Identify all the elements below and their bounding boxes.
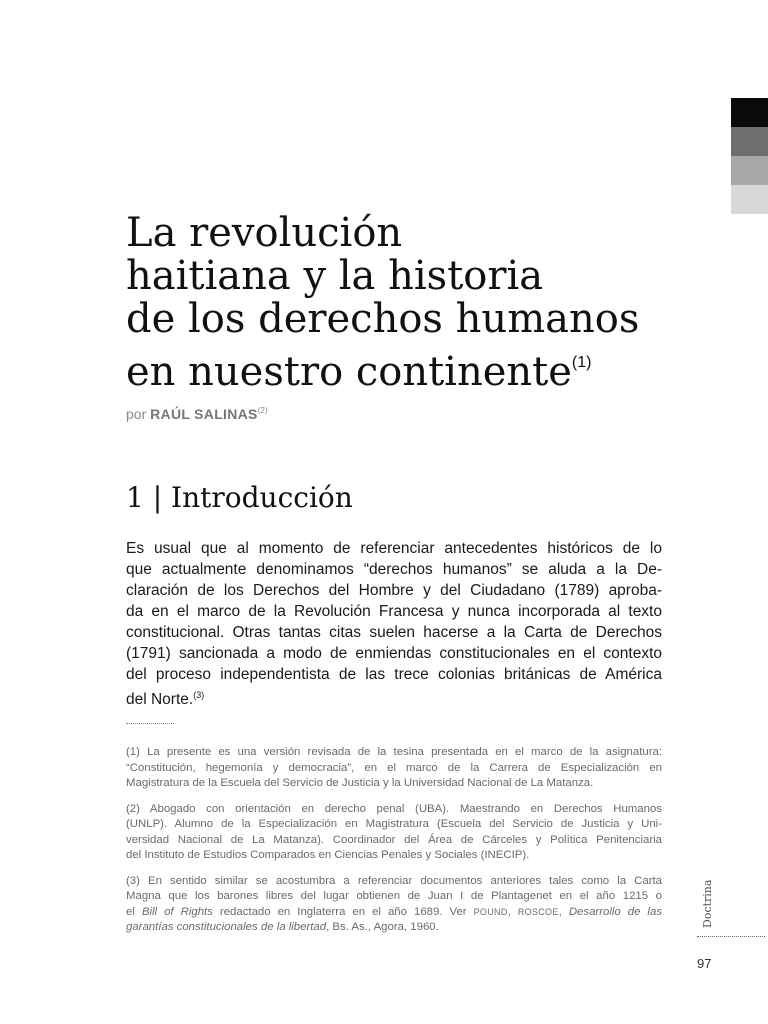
section-color-tabs <box>731 98 768 214</box>
footnote-line: el Bill of Rights redactado en Inglaterra en el año 1689. Ver POUND, ROSCOE, Desarrollo de las <box>126 905 662 918</box>
title-line <box>126 341 686 394</box>
footnote-italic-title: garantías constitucionales de la libertad <box>126 921 327 933</box>
paragraph-footnote-ref[interactable]: (3) <box>193 690 205 700</box>
title-line: de los derechos humanos <box>126 296 640 342</box>
footnote-text: el <box>126 905 135 918</box>
paragraph-line: da en el marco de la Revolución Francesa y nunca incorporada al texto <box>126 603 662 620</box>
page-number: 97 <box>697 956 712 971</box>
title-line: La revolución <box>126 210 403 256</box>
title-footnote-ref[interactable]: (1) <box>571 354 592 371</box>
author-footnote-ref[interactable]: (2) <box>257 406 268 415</box>
paragraph-line: claración de los Derechos del Hombre y del Ciudadano (1789) aproba- <box>126 582 662 599</box>
footnote-line: “Constitución, hegemonía y democracia”, en el marco de la Carrera de Especialización en <box>126 761 662 774</box>
footnote-line: (3) En sentido similar se acostumbra a referenciar documentos anteriores tales como la Carta <box>126 874 662 887</box>
byline <box>126 406 267 422</box>
color-tab-dark-gray <box>731 127 768 156</box>
footnote-3 <box>126 874 662 936</box>
footnote-line: del Instituto de Estudios Comparados en Ciencias Penales y Sociales (INECIP). <box>126 849 530 861</box>
paragraph-line-text: del Norte. <box>126 691 194 708</box>
footnote-separator <box>126 723 174 724</box>
footnote-line: (2) Abogado con orientación en derecho penal (UBA). Maestrando en Derechos Humanos <box>126 802 662 815</box>
section-label: Doctrina <box>701 879 714 928</box>
footnote-text: redactado en Inglaterra en el año 1689. Ver <box>219 905 467 918</box>
paragraph-line: que actualmente denominamos “derechos humanos” se aluda a la De- <box>126 561 662 578</box>
paragraph-line: del proceso independentista de las trece colonias británicas de América <box>126 666 662 683</box>
body-paragraph <box>126 538 662 710</box>
paragraph-line: constitucional. Otras tantas citas suelen hacerse a la Carta de Derechos <box>126 624 662 641</box>
cited-author: ROSCOE <box>517 906 559 917</box>
footnote-italic-title: Desarrollo de las <box>568 905 662 918</box>
color-tab-black <box>731 98 768 127</box>
color-tab-light-gray <box>731 185 768 214</box>
title-line: haitiana y la historia <box>126 253 544 299</box>
author-name: RAÚL SALINAS <box>150 406 258 422</box>
footnote-line <box>126 920 662 936</box>
footnote-2 <box>126 802 662 864</box>
paragraph-line <box>126 685 662 710</box>
cited-author: POUND <box>473 906 508 917</box>
footnote-line: versidad Nacional de La Matanza). Coordinador del Área de Cárceles y Política Penitenciaria <box>126 833 662 846</box>
paragraph-line: (1791) sancionada a modo de enmiendas constitucionales en el contexto <box>126 645 662 662</box>
article-title <box>126 212 686 394</box>
footnote-line: (UNLP). Alumno de la Especialización en Magistratura (Escuela del Servicio de Justicia y Uni- <box>126 818 662 830</box>
footnotes <box>126 745 662 946</box>
footnote-italic-title: Bill of Rights <box>141 905 213 918</box>
footnote-text: , Bs. As., Agora, 1960. <box>326 921 439 933</box>
footnote-line: Magna que los barones libres del lugar obtienen de Juan I de Plantagenet en el año 1215 o <box>126 890 662 902</box>
footnote-line: Magistratura de la Escuela del Servicio de Justicia y la Universidad Nacional de La Matanza. <box>126 777 594 789</box>
color-tab-gray <box>731 156 768 185</box>
paragraph-line: Es usual que al momento de referenciar antecedentes históricos de lo <box>126 540 662 557</box>
footnote-1 <box>126 745 662 792</box>
section-label-rule <box>697 936 765 937</box>
section-heading: 1 | Introducción <box>126 481 353 514</box>
footnote-line: (1) La presente es una versión revisada de la tesina presentada en el marco de la asignatura: <box>126 746 662 758</box>
title-line-text: en nuestro continente <box>126 349 572 395</box>
byline-prefix: por <box>126 406 147 422</box>
